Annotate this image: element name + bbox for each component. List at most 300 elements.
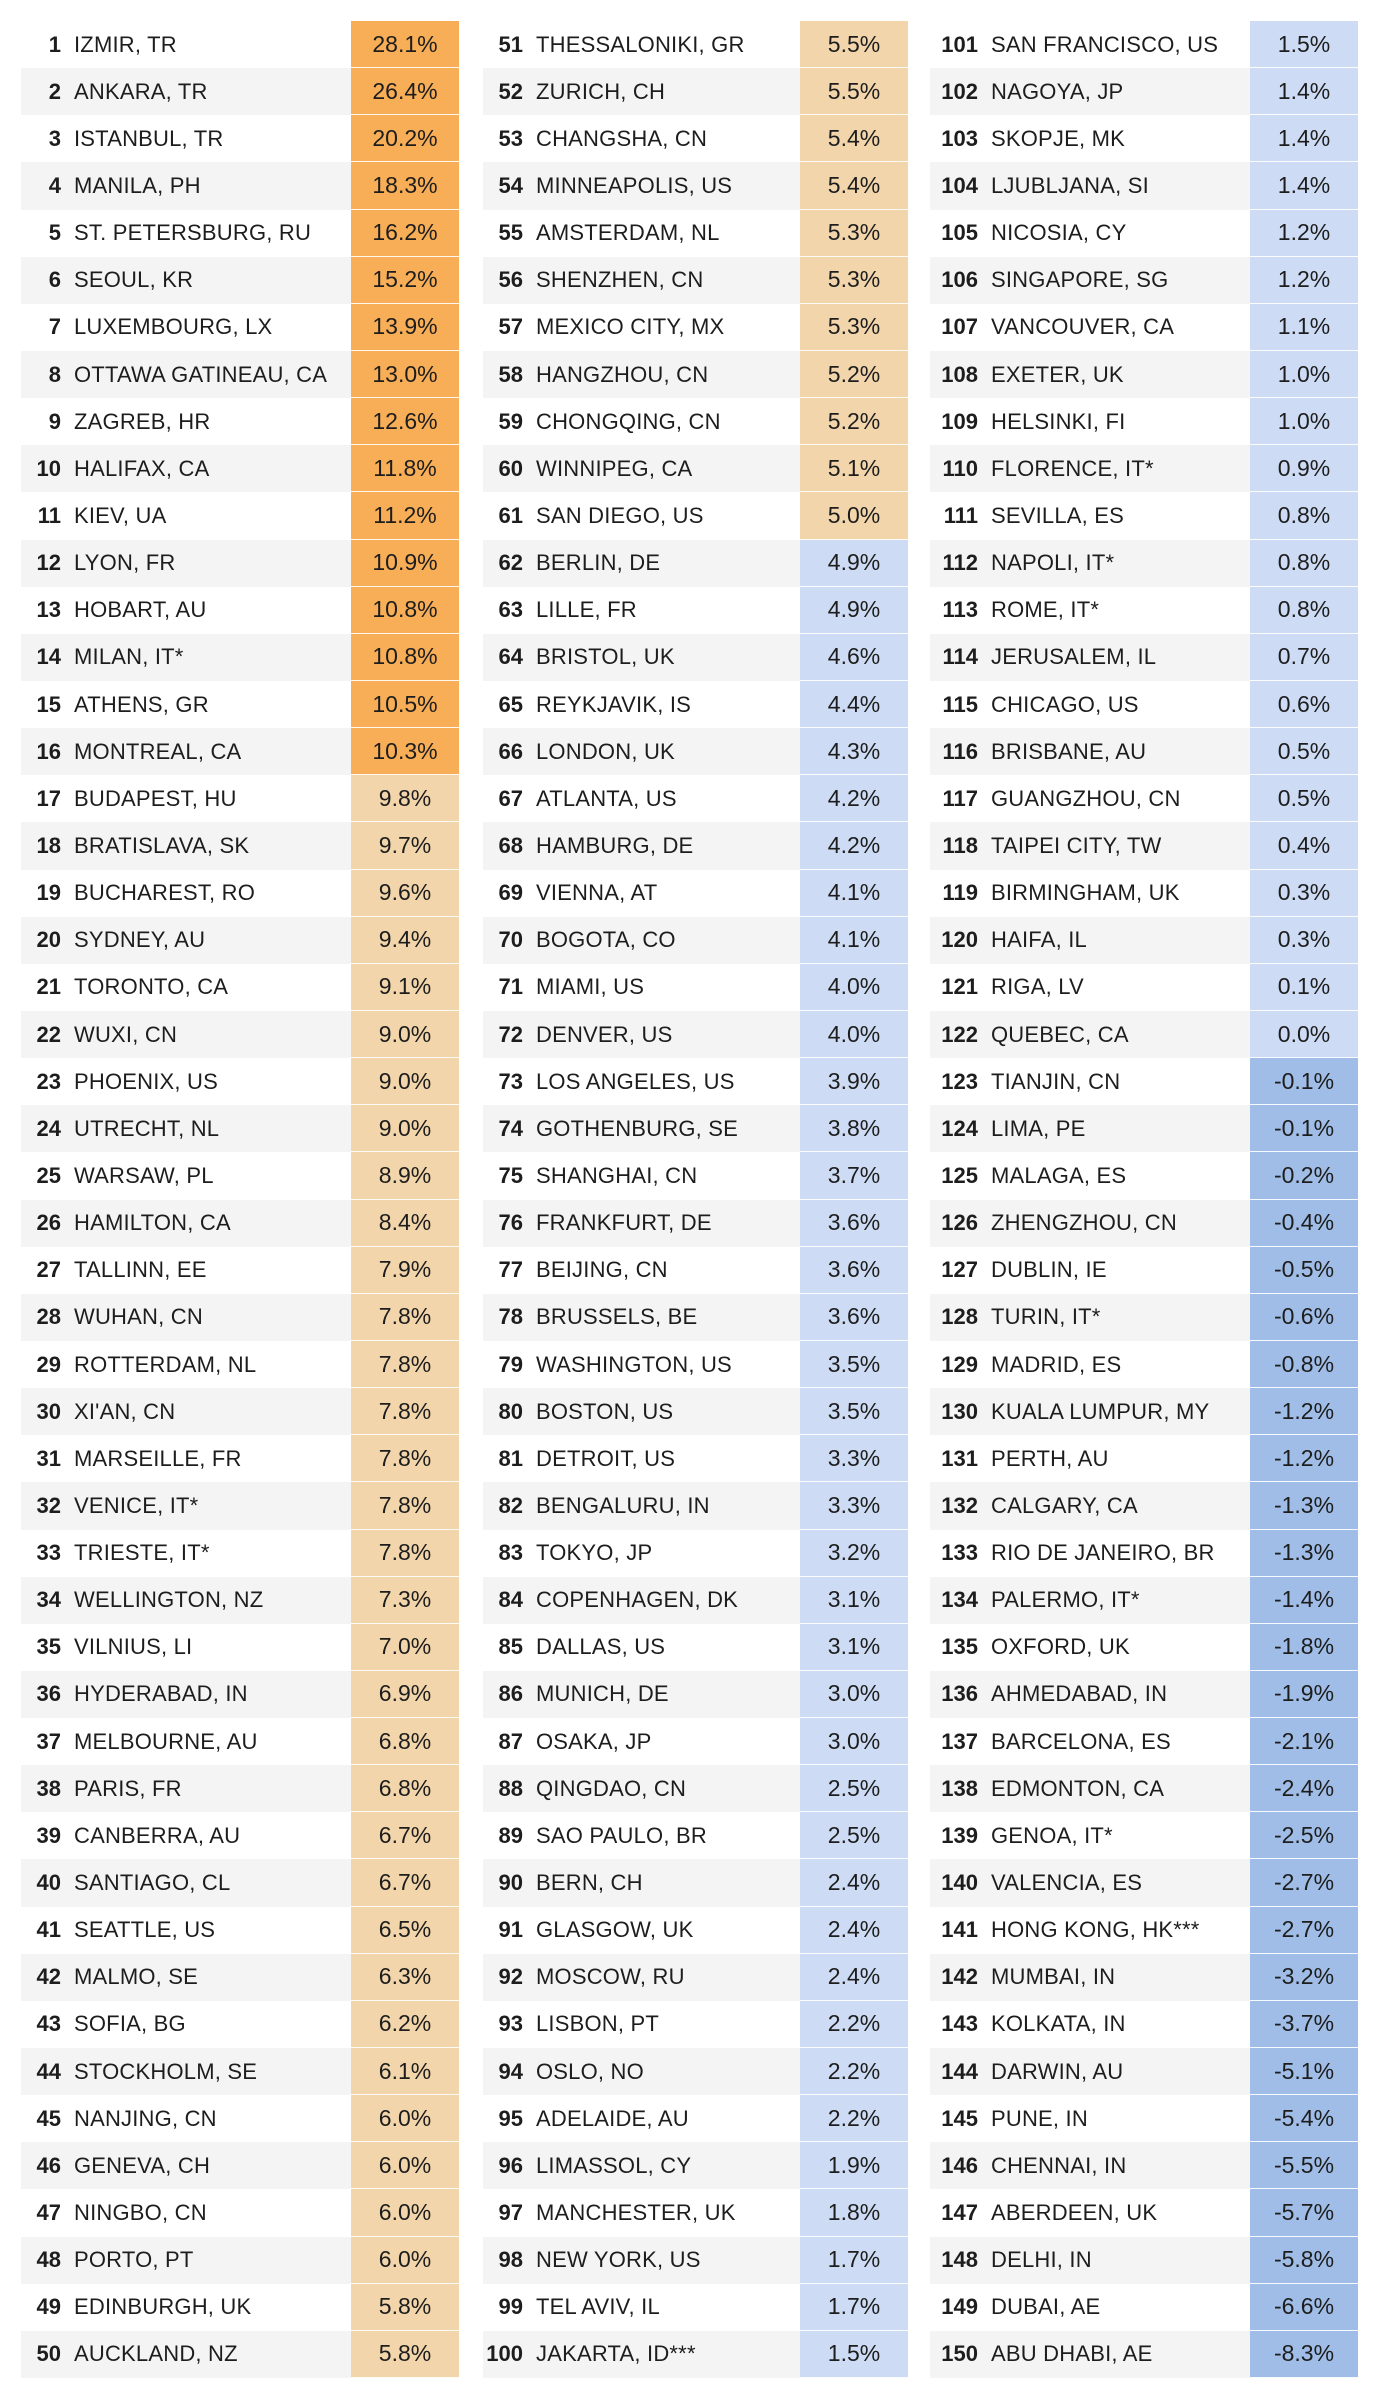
table-row [930, 1812, 1358, 1859]
rank-number: 146 [941, 2152, 978, 2178]
city-name: WINNIPEG, CA [536, 455, 693, 481]
rank-number: 115 [942, 691, 978, 717]
change-value-cell: 7.8% [351, 1294, 459, 1341]
rank-number: 101 [941, 31, 978, 57]
rank-number: 24 [36, 1115, 61, 1141]
rank-number: 150 [941, 2341, 978, 2367]
rank-number: 141 [941, 1917, 978, 1943]
change-value-cell: 1.8% [800, 2189, 908, 2236]
city-name: DARWIN, AU [991, 2058, 1124, 2084]
table-row [483, 1435, 908, 1482]
city-name: IZMIR, TR [74, 31, 177, 57]
table-row [21, 1577, 459, 1624]
table-row [21, 1200, 459, 1247]
table-row [21, 2284, 459, 2331]
rank-number: 58 [498, 361, 523, 387]
change-value-cell: 7.8% [351, 1388, 459, 1435]
change-value-cell: 5.5% [800, 68, 908, 115]
rank-number: 139 [941, 1822, 978, 1848]
city-name: BOGOTA, CO [536, 927, 676, 953]
change-value-cell: 0.0% [1250, 1011, 1358, 1058]
change-value-cell: 4.4% [800, 681, 908, 728]
rank-number: 9 [48, 408, 61, 434]
change-value-cell: 3.6% [800, 1247, 908, 1294]
change-value-cell: 3.0% [800, 1718, 908, 1765]
city-name: DUBAI, AE [991, 2294, 1101, 2320]
change-value-cell: -2.7% [1250, 1907, 1358, 1954]
change-value-cell: 4.2% [800, 775, 908, 822]
rank-number: 27 [36, 1257, 61, 1283]
table-row [930, 1954, 1358, 2001]
city-name: DUBLIN, IE [991, 1257, 1107, 1283]
city-name: HOBART, AU [74, 597, 207, 623]
table-row [930, 2095, 1358, 2142]
table-row [21, 2095, 459, 2142]
table-row [21, 634, 459, 681]
rank-number: 77 [498, 1257, 523, 1283]
city-name: EXETER, UK [991, 361, 1124, 387]
city-name: GENOA, IT* [991, 1822, 1113, 1848]
table-row [21, 68, 459, 115]
table-row [930, 351, 1358, 398]
table-row [930, 2001, 1358, 2048]
rank-number: 50 [36, 2341, 61, 2367]
change-value-cell: 1.1% [1250, 304, 1358, 351]
change-value-cell: 7.8% [351, 1435, 459, 1482]
rank-number: 113 [942, 597, 978, 623]
city-name: WELLINGTON, NZ [74, 1587, 264, 1613]
city-name: CHONGQING, CN [536, 408, 721, 434]
city-name: TRIESTE, IT* [74, 1540, 210, 1566]
change-value-cell: 2.4% [800, 1859, 908, 1906]
table-row [930, 1718, 1358, 1765]
city-name: MALMO, SE [74, 1964, 199, 1990]
rank-number: 62 [498, 550, 523, 576]
table-row [21, 2237, 459, 2284]
table-row [21, 21, 459, 68]
city-name: ABU DHABI, AE [991, 2341, 1153, 2367]
rank-number: 15 [36, 691, 61, 717]
change-value-cell: -1.4% [1250, 1577, 1358, 1624]
rank-number: 43 [36, 2011, 61, 2037]
table-row [483, 351, 908, 398]
change-value-cell: 6.0% [351, 2237, 459, 2284]
table-row [483, 540, 908, 587]
city-name: ZHENGZHOU, CN [991, 1210, 1177, 1236]
table-row [483, 2001, 908, 2048]
table-row [21, 2001, 459, 2048]
city-name: SAN DIEGO, US [536, 502, 704, 528]
rank-number: 81 [498, 1445, 523, 1471]
table-row [21, 917, 459, 964]
rank-number: 10 [36, 455, 61, 481]
city-name: RIGA, LV [991, 974, 1084, 1000]
rank-number: 119 [942, 880, 978, 906]
change-value-cell: 5.5% [800, 21, 908, 68]
change-value-cell: -1.2% [1250, 1388, 1358, 1435]
table-row [21, 964, 459, 1011]
rank-number: 34 [36, 1587, 61, 1613]
rank-number: 35 [36, 1634, 61, 1660]
rank-number: 102 [941, 78, 978, 104]
change-value-cell: 0.9% [1250, 445, 1358, 492]
rank-number: 95 [498, 2105, 523, 2131]
city-name: DELHI, IN [991, 2247, 1092, 2273]
change-value-cell: 7.9% [351, 1247, 459, 1294]
city-name: TALLINN, EE [74, 1257, 207, 1283]
city-name: HAIFA, IL [991, 927, 1087, 953]
city-name: QUEBEC, CA [991, 1021, 1129, 1047]
rank-number: 2 [48, 78, 61, 104]
table-row [483, 1812, 908, 1859]
rank-number: 65 [498, 691, 523, 717]
city-name: STOCKHOLM, SE [74, 2058, 258, 2084]
change-value-cell: 3.3% [800, 1435, 908, 1482]
rank-number: 128 [941, 1304, 978, 1330]
change-value-cell: 3.9% [800, 1058, 908, 1105]
change-value-cell: 6.3% [351, 1954, 459, 2001]
rank-number: 20 [36, 927, 61, 953]
city-name: BOSTON, US [536, 1398, 674, 1424]
rank-number: 12 [36, 550, 61, 576]
change-value-cell: 5.4% [800, 115, 908, 162]
rank-number: 131 [941, 1445, 978, 1471]
city-name: GENEVA, CH [74, 2152, 211, 2178]
table-row [21, 162, 459, 209]
table-row [483, 1200, 908, 1247]
table-row [483, 1577, 908, 1624]
table-row [483, 728, 908, 775]
rank-number: 25 [36, 1162, 61, 1188]
rank-number: 130 [941, 1398, 978, 1424]
rank-number: 5 [48, 220, 61, 246]
rank-number: 93 [498, 2011, 523, 2037]
table-row [483, 492, 908, 539]
rank-number: 51 [498, 31, 523, 57]
table-row [930, 870, 1358, 917]
rank-number: 7 [48, 314, 61, 340]
city-name: EDINBURGH, UK [74, 2294, 252, 2320]
change-value-cell: 3.5% [800, 1341, 908, 1388]
table-row [21, 2331, 459, 2378]
rank-number: 57 [498, 314, 523, 340]
city-name: AMSTERDAM, NL [536, 220, 720, 246]
city-name: LUXEMBOURG, LX [74, 314, 273, 340]
city-name: OSAKA, JP [536, 1728, 652, 1754]
city-name: SEOUL, KR [74, 267, 194, 293]
rank-number: 49 [36, 2294, 61, 2320]
table-row [21, 1954, 459, 2001]
table-row [930, 1530, 1358, 1577]
rank-number: 142 [941, 1964, 978, 1990]
city-name: TEL AVIV, IL [536, 2294, 660, 2320]
city-name: CHANGSHA, CN [536, 125, 708, 151]
change-value-cell: -6.6% [1250, 2284, 1358, 2331]
table-row [483, 870, 908, 917]
rank-number: 21 [36, 974, 61, 1000]
table-row [21, 398, 459, 445]
table-row [21, 304, 459, 351]
rank-number: 94 [498, 2058, 523, 2084]
rank-number: 68 [498, 832, 523, 858]
change-value-cell: -0.4% [1250, 1200, 1358, 1247]
table-row [21, 445, 459, 492]
city-name: OXFORD, UK [991, 1634, 1130, 1660]
table-row [930, 1294, 1358, 1341]
table-row [483, 445, 908, 492]
table-row [930, 1105, 1358, 1152]
table-row [930, 210, 1358, 257]
city-name: NANJING, CN [74, 2105, 217, 2131]
city-name: BEIJING, CN [536, 1257, 668, 1283]
city-name: LIMASSOL, CY [536, 2152, 692, 2178]
table-row [483, 21, 908, 68]
city-name: ROME, IT* [991, 597, 1100, 623]
table-row [21, 1435, 459, 1482]
change-value-cell: 11.8% [351, 445, 459, 492]
table-row [21, 870, 459, 917]
city-name: CHENNAI, IN [991, 2152, 1127, 2178]
table-row [483, 2331, 908, 2378]
table-row [930, 304, 1358, 351]
change-value-cell: 6.0% [351, 2095, 459, 2142]
change-value-cell: 2.2% [800, 2048, 908, 2095]
change-value-cell: 7.8% [351, 1530, 459, 1577]
change-value-cell: -5.7% [1250, 2189, 1358, 2236]
city-name: NAPOLI, IT* [991, 550, 1115, 576]
city-name: SAN FRANCISCO, US [991, 31, 1219, 57]
change-value-cell: 10.5% [351, 681, 459, 728]
change-value-cell: 7.3% [351, 1577, 459, 1624]
rank-number: 76 [498, 1210, 523, 1236]
city-name: NAGOYA, JP [991, 78, 1124, 104]
change-value-cell: -2.7% [1250, 1859, 1358, 1906]
rank-number: 71 [498, 974, 523, 1000]
city-name: NINGBO, CN [74, 2200, 207, 2226]
city-name: KIEV, UA [74, 502, 167, 528]
table-row [483, 2284, 908, 2331]
change-value-cell: -1.3% [1250, 1482, 1358, 1529]
change-value-cell: 5.8% [351, 2331, 459, 2378]
table-row [483, 964, 908, 1011]
change-value-cell: 4.6% [800, 634, 908, 681]
table-row [930, 1247, 1358, 1294]
rank-number: 70 [498, 927, 523, 953]
city-name: SKOPJE, MK [991, 125, 1126, 151]
table-row [21, 1859, 459, 1906]
table-row [21, 1011, 459, 1058]
city-name: MIAMI, US [536, 974, 645, 1000]
table-row [930, 1577, 1358, 1624]
change-value-cell: -1.3% [1250, 1530, 1358, 1577]
table-row [483, 257, 908, 304]
city-name: PHOENIX, US [74, 1068, 219, 1094]
city-name: NICOSIA, CY [991, 220, 1127, 246]
change-value-cell: 10.8% [351, 634, 459, 681]
table-row [930, 1435, 1358, 1482]
rank-number: 127 [941, 1257, 978, 1283]
city-name: BERN, CH [536, 1870, 643, 1896]
city-name: BRISBANE, AU [991, 738, 1147, 764]
change-value-cell: 8.9% [351, 1152, 459, 1199]
rank-number: 4 [48, 172, 61, 198]
city-name: HONG KONG, HK*** [991, 1917, 1200, 1943]
table-row [930, 2142, 1358, 2189]
rank-number: 116 [942, 738, 978, 764]
change-value-cell: 6.7% [351, 1859, 459, 1906]
change-value-cell: -3.2% [1250, 1954, 1358, 2001]
rank-number: 14 [36, 644, 61, 670]
change-value-cell: 0.8% [1250, 587, 1358, 634]
change-value-cell: 4.0% [800, 1011, 908, 1058]
change-value-cell: 0.5% [1250, 728, 1358, 775]
table-row [483, 1530, 908, 1577]
table-row [483, 304, 908, 351]
rank-number: 87 [498, 1728, 523, 1754]
rank-number: 89 [498, 1822, 523, 1848]
change-value-cell: 2.5% [800, 1812, 908, 1859]
city-name: VALENCIA, ES [991, 1870, 1143, 1896]
city-name: OSLO, NO [536, 2058, 644, 2084]
change-value-cell: 1.0% [1250, 351, 1358, 398]
change-value-cell: 5.1% [800, 445, 908, 492]
change-value-cell: 4.3% [800, 728, 908, 775]
table-row [483, 2095, 908, 2142]
rank-number: 99 [498, 2294, 523, 2320]
city-name: MOSCOW, RU [536, 1964, 685, 1990]
change-value-cell: -5.5% [1250, 2142, 1358, 2189]
change-value-cell: 5.3% [800, 210, 908, 257]
rank-number: 69 [498, 880, 523, 906]
city-name: XI'AN, CN [74, 1398, 176, 1424]
table-row [21, 210, 459, 257]
change-value-cell: 3.7% [800, 1152, 908, 1199]
table-row [930, 1624, 1358, 1671]
rank-number: 18 [36, 832, 61, 858]
change-value-cell: 0.7% [1250, 634, 1358, 681]
rank-number: 80 [498, 1398, 523, 1424]
change-value-cell: -2.5% [1250, 1812, 1358, 1859]
change-value-cell: 26.4% [351, 68, 459, 115]
change-value-cell: 13.0% [351, 351, 459, 398]
rank-number: 52 [498, 78, 523, 104]
rank-number: 117 [942, 785, 978, 811]
change-value-cell: 9.0% [351, 1105, 459, 1152]
change-value-cell: -2.4% [1250, 1765, 1358, 1812]
rank-number: 39 [36, 1822, 61, 1848]
city-name: PUNE, IN [991, 2105, 1088, 2131]
city-name: TAIPEI CITY, TW [991, 832, 1162, 858]
rank-number: 140 [941, 1870, 978, 1896]
change-value-cell: 4.2% [800, 822, 908, 869]
city-name: MILAN, IT* [74, 644, 184, 670]
change-value-cell: 12.6% [351, 398, 459, 445]
rank-number: 59 [498, 408, 523, 434]
city-name: NEW YORK, US [536, 2247, 701, 2273]
table-row [21, 2189, 459, 2236]
rank-number: 129 [941, 1351, 978, 1377]
table-row [930, 21, 1358, 68]
city-name: THESSALONIKI, GR [536, 31, 745, 57]
change-value-cell: 0.6% [1250, 681, 1358, 728]
city-name: BRUSSELS, BE [536, 1304, 698, 1330]
city-name: MALAGA, ES [991, 1162, 1127, 1188]
table-row [21, 1294, 459, 1341]
city-name: DETROIT, US [536, 1445, 676, 1471]
rank-number: 125 [941, 1162, 978, 1188]
table-row [930, 492, 1358, 539]
city-name: ABERDEEN, UK [991, 2200, 1158, 2226]
change-value-cell: 1.2% [1250, 210, 1358, 257]
city-name: JERUSALEM, IL [991, 644, 1157, 670]
city-name: MONTREAL, CA [74, 738, 242, 764]
table-row [21, 351, 459, 398]
city-name: TOKYO, JP [536, 1540, 653, 1566]
table-row [21, 822, 459, 869]
change-value-cell: 10.3% [351, 728, 459, 775]
table-row [21, 681, 459, 728]
table-row [21, 492, 459, 539]
rank-number: 60 [498, 455, 523, 481]
city-name: MINNEAPOLIS, US [536, 172, 733, 198]
change-value-cell: 5.3% [800, 257, 908, 304]
city-name: ISTANBUL, TR [74, 125, 224, 151]
change-value-cell: 4.9% [800, 587, 908, 634]
table-row [483, 398, 908, 445]
change-value-cell: 0.3% [1250, 870, 1358, 917]
table-row [930, 1058, 1358, 1105]
rank-number: 30 [36, 1398, 61, 1424]
table-row [21, 1765, 459, 1812]
table-row [930, 1482, 1358, 1529]
change-value-cell: 6.0% [351, 2189, 459, 2236]
rank-number: 92 [498, 1964, 523, 1990]
city-name: SOFIA, BG [74, 2011, 186, 2037]
city-name: CALGARY, CA [991, 1492, 1138, 1518]
table-row [483, 822, 908, 869]
rank-number: 26 [36, 1210, 61, 1236]
table-row [483, 1859, 908, 1906]
change-value-cell: 1.5% [800, 2331, 908, 2378]
table-row [483, 2189, 908, 2236]
table-row [483, 1482, 908, 1529]
table-row [483, 2048, 908, 2095]
table-row [930, 728, 1358, 775]
city-name: TORONTO, CA [74, 974, 229, 1000]
city-name: OTTAWA GATINEAU, CA [74, 361, 328, 387]
rank-number: 83 [498, 1540, 523, 1566]
city-name: HALIFAX, CA [74, 455, 210, 481]
change-value-cell: -5.1% [1250, 2048, 1358, 2095]
change-value-cell: 0.8% [1250, 540, 1358, 587]
change-value-cell: 1.4% [1250, 162, 1358, 209]
city-name: HYDERABAD, IN [74, 1681, 248, 1707]
city-name: ADELAIDE, AU [536, 2105, 689, 2131]
rank-number: 3 [48, 125, 61, 151]
city-name: UTRECHT, NL [74, 1115, 220, 1141]
change-value-cell: 15.2% [351, 257, 459, 304]
change-value-cell: 1.7% [800, 2284, 908, 2331]
rank-number: 123 [941, 1068, 978, 1094]
change-value-cell: 0.5% [1250, 775, 1358, 822]
city-name: WUXI, CN [74, 1021, 178, 1047]
rank-number: 134 [941, 1587, 978, 1613]
change-value-cell: 1.2% [1250, 257, 1358, 304]
rank-number: 147 [941, 2200, 978, 2226]
table-row [21, 1388, 459, 1435]
change-value-cell: 3.8% [800, 1105, 908, 1152]
table-row [930, 540, 1358, 587]
